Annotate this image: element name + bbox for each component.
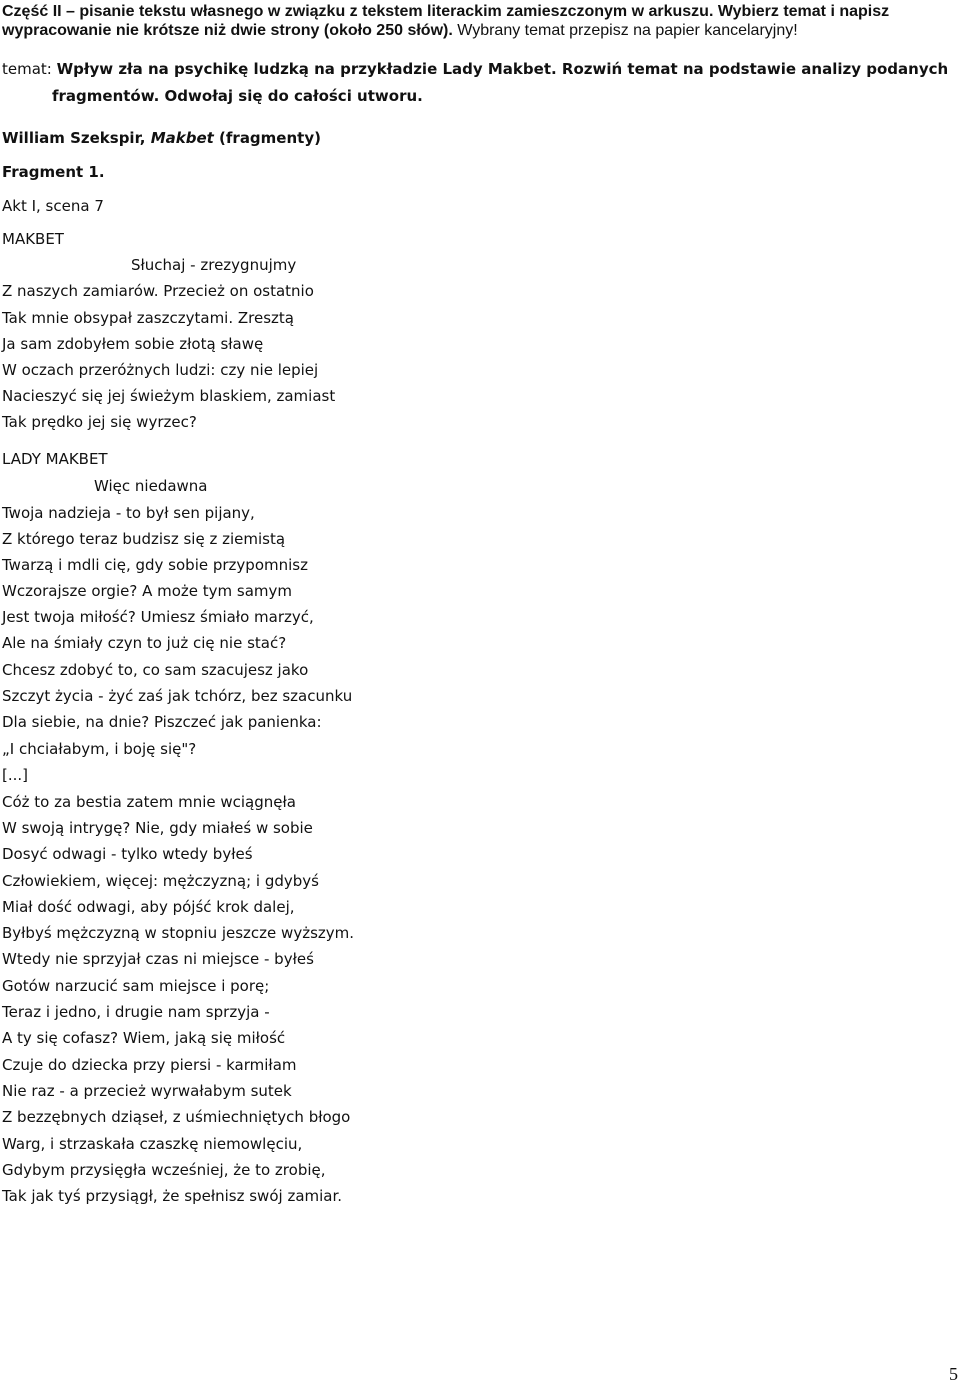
drama-line: Jest twoja miłość? Umiesz śmiało marzyć, bbox=[2, 608, 314, 626]
drama-line: Z naszych zamiarów. Przecież on ostatnio bbox=[2, 282, 314, 300]
work-heading bbox=[2, 129, 321, 147]
drama-line: Gdybym przysięgła wcześniej, że to zrobię, bbox=[2, 1161, 326, 1179]
drama-line: W swoją intrygę? Nie, gdy miałeś w sobie bbox=[2, 819, 313, 837]
drama-line: Warg, i strzaskała czaszkę niemowlęciu, bbox=[2, 1135, 303, 1153]
drama-line: Tak jak tyś przysiągł, że spełnisz swój zamiar. bbox=[2, 1187, 343, 1205]
instructions-line-2-normal: Wybrany temat przepisz na papier kancelaryjny! bbox=[452, 22, 798, 39]
drama-line: [...] bbox=[2, 766, 29, 784]
drama-line: Cóż to za bestia zatem mnie wciągnęła bbox=[2, 793, 296, 811]
task-instructions bbox=[2, 2, 952, 40]
drama-line: Dosyć odwagi - tylko wtedy byłeś bbox=[2, 845, 253, 863]
drama-line: „I chciałabym, i boję się"? bbox=[2, 740, 197, 758]
drama-line: Miał dość odwagi, aby pójść krok dalej, bbox=[2, 898, 295, 916]
drama-line: LADY MAKBET bbox=[2, 450, 108, 468]
drama-line: Dla siebie, na dnie? Piszczeć jak panienka: bbox=[2, 713, 322, 731]
topic-text-1: Wpływ zła na psychikę ludzką na przykładzie Lady Makbet. Rozwiń temat na podstawie analizy podanych bbox=[56, 60, 949, 78]
drama-line: Z bezzębnych dziąseł, z uśmiechniętych błogo bbox=[2, 1108, 351, 1126]
drama-line: Tak prędko jej się wyrzec? bbox=[2, 413, 197, 431]
drama-line: Człowiekiem, więcej: mężczyzną; i gdybyś bbox=[2, 872, 319, 890]
topic-label: temat: bbox=[2, 60, 57, 78]
drama-line: Nacieszyć się jej świeżym blaskiem, zamiast bbox=[2, 387, 336, 405]
drama-line: A ty się cofasz? Wiem, jaką się miłość bbox=[2, 1029, 286, 1047]
drama-line: Więc niedawna bbox=[94, 477, 208, 495]
drama-line: W oczach przeróżnych ludzi: czy nie lepiej bbox=[2, 361, 319, 379]
drama-line: Z którego teraz budzisz się z ziemistą bbox=[2, 530, 286, 548]
drama-line: Wczorajsze orgie? A może tym samym bbox=[2, 582, 293, 600]
drama-line: Teraz i jedno, i drugie nam sprzyja - bbox=[2, 1003, 270, 1021]
drama-line: Byłbyś mężczyzną w stopniu jeszcze wyższym. bbox=[2, 924, 355, 942]
author-name: William Szekspir, bbox=[2, 129, 151, 147]
instructions-line-1: Część II – pisanie tekstu własnego w związku z tekstem literackim zamieszczonym w arkuszu. Wybierz temat i napisz bbox=[2, 3, 890, 20]
drama-line: Ja sam zdobyłem sobie złotą sławę bbox=[2, 335, 264, 353]
topic-line-1 bbox=[2, 56, 952, 83]
drama-line: Czuje do dziecka przy piersi - karmiłam bbox=[2, 1056, 297, 1074]
drama-line: Słuchaj - zrezygnujmy bbox=[131, 256, 297, 274]
drama-line: Wtedy nie sprzyjał czas ni miejsce - byłeś bbox=[2, 950, 314, 968]
topic-line-2: fragmentów. Odwołaj się do całości utworu. bbox=[52, 87, 423, 105]
instructions-line-2-bold: wypracowanie nie krótsze niż dwie strony (około 250 słów). bbox=[2, 22, 453, 39]
drama-line: Gotów narzucić sam miejsce i porę; bbox=[2, 977, 270, 995]
act-scene-label: Akt I, scena 7 bbox=[2, 197, 104, 215]
drama-line: MAKBET bbox=[2, 230, 64, 248]
essay-topic bbox=[2, 56, 952, 110]
drama-line: Twoja nadzieja - to był sen pijany, bbox=[2, 504, 255, 522]
drama-line: Nie raz - a przecież wyrwałabym sutek bbox=[2, 1082, 292, 1100]
page-number: 5 bbox=[949, 1364, 958, 1384]
drama-line: Tak mnie obsypał zaszczytami. Zresztą bbox=[2, 309, 294, 327]
drama-line: Chcesz zdobyć to, co sam szacujesz jako bbox=[2, 661, 309, 679]
work-title: Makbet bbox=[150, 129, 214, 147]
fragment-label: Fragment 1. bbox=[2, 163, 105, 181]
instructions-line-2 bbox=[2, 21, 952, 40]
heading-suffix: (fragmenty) bbox=[213, 129, 321, 147]
drama-line: Twarzą i mdli cię, gdy sobie przypomnisz bbox=[2, 556, 308, 574]
drama-line: Ale na śmiały czyn to już cię nie stać? bbox=[2, 634, 287, 652]
drama-line: Szczyt życia - żyć zaś jak tchórz, bez szacunku bbox=[2, 687, 353, 705]
